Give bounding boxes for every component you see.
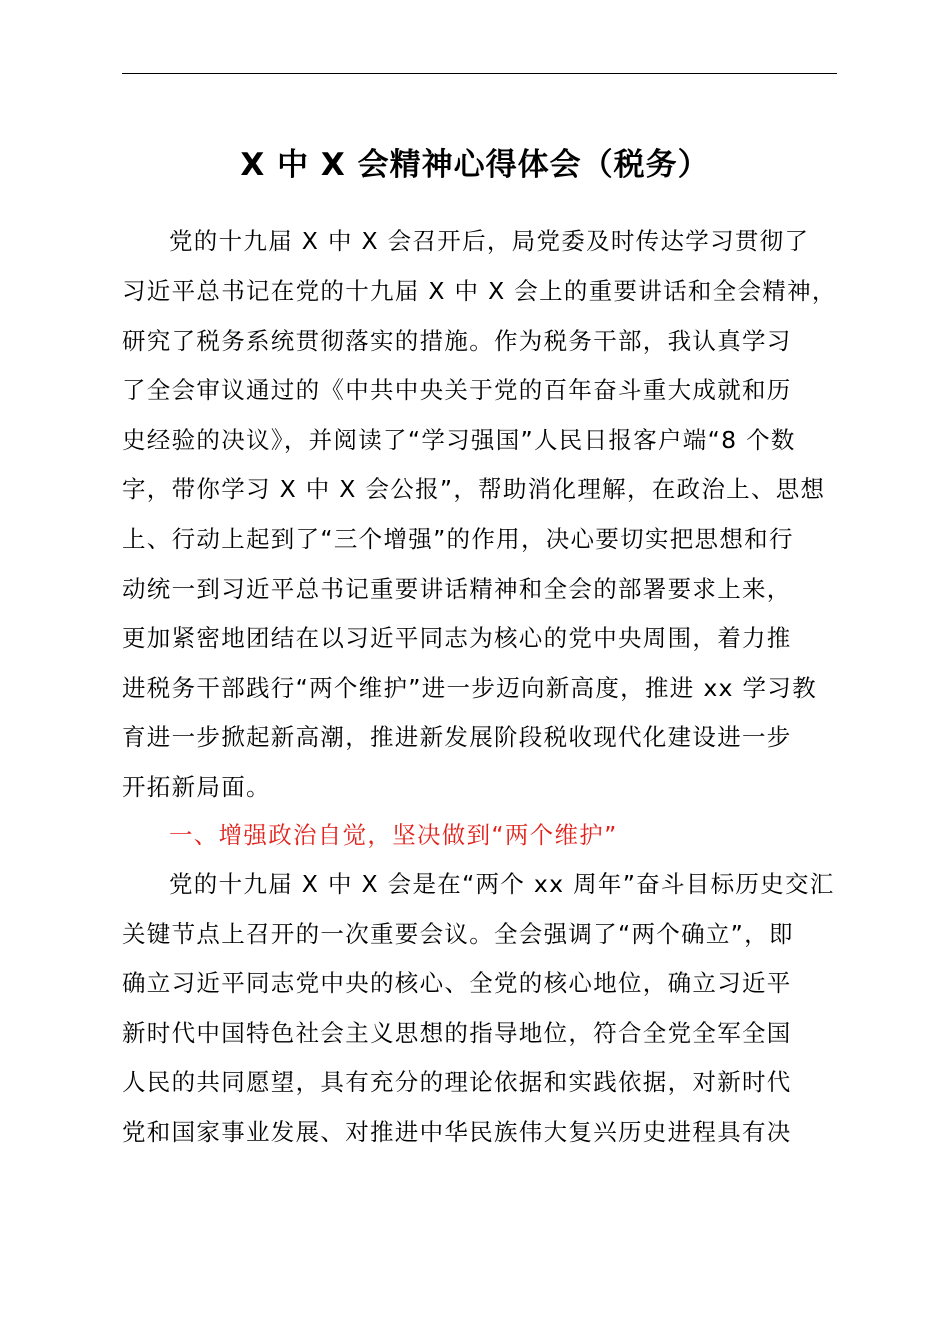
paragraph-2-line: 新时代中国特色社会主义思想的指导地位，符合全党全军全国 [122,1019,792,1047]
paragraph-1-line: 字，带你学习 X 中 X 会公报”，帮助消化理解，在政治上、思想 [122,475,826,503]
paragraph-1-line: 更加紧密地团结在以习近平同志为核心的党中央周围，着力推 [122,624,792,652]
paragraph-1-line: 育进一步掀起新高潮，推进新发展阶段税收现代化建设进一步 [122,723,792,751]
paragraph-2-line: 人民的共同愿望，具有充分的理论依据和实践依据，对新时代 [122,1068,792,1096]
header-rule [122,73,837,74]
paragraph-2-line: 党的十九届 X 中 X 会是在“两个 xx 周年”奋斗目标历史交汇 [169,870,835,898]
paragraph-1-line: 上、行动上起到了“三个增强”的作用，决心要切实把思想和行 [122,525,794,553]
paragraph-1-line: 动统一到习近平总书记重要讲话精神和全会的部署要求上来， [122,575,792,603]
paragraph-2-line: 党和国家事业发展、对推进中华民族伟大复兴历史进程具有决 [122,1118,792,1146]
paragraph-1-line: 研究了税务系统贯彻落实的措施。作为税务干部，我认真学习 [122,327,792,355]
section-1-heading: 一、增强政治自觉，坚决做到“两个维护” [169,821,618,849]
paragraph-1-line: 开拓新局面。 [122,773,271,801]
paragraph-2-line: 确立习近平同志党中央的核心、全党的核心地位，确立习近平 [122,969,792,997]
paragraph-2-line: 关键节点上召开的一次重要会议。全会强调了“两个确立”，即 [122,920,794,948]
paragraph-1-line: 进税务干部践行“两个维护”进一步迈向新高度，推进 xx 学习教 [122,674,817,702]
paragraph-1-line: 党的十九届 X 中 X 会召开后，局党委及时传达学习贯彻了 [169,227,810,255]
paragraph-1-line: 了全会审议通过的《中共中央关于党的百年奋斗重大成就和历 [122,376,792,404]
paragraph-1-line: 史经验的决议》，并阅读了“学习强国”人民日报客户端“8 个数 [122,426,796,454]
paragraph-1-line: 习近平总书记在党的十九届 X 中 X 会上的重要讲话和全会精神， [122,277,837,305]
document-title: X 中 X 会精神心得体会（税务） [240,147,710,183]
